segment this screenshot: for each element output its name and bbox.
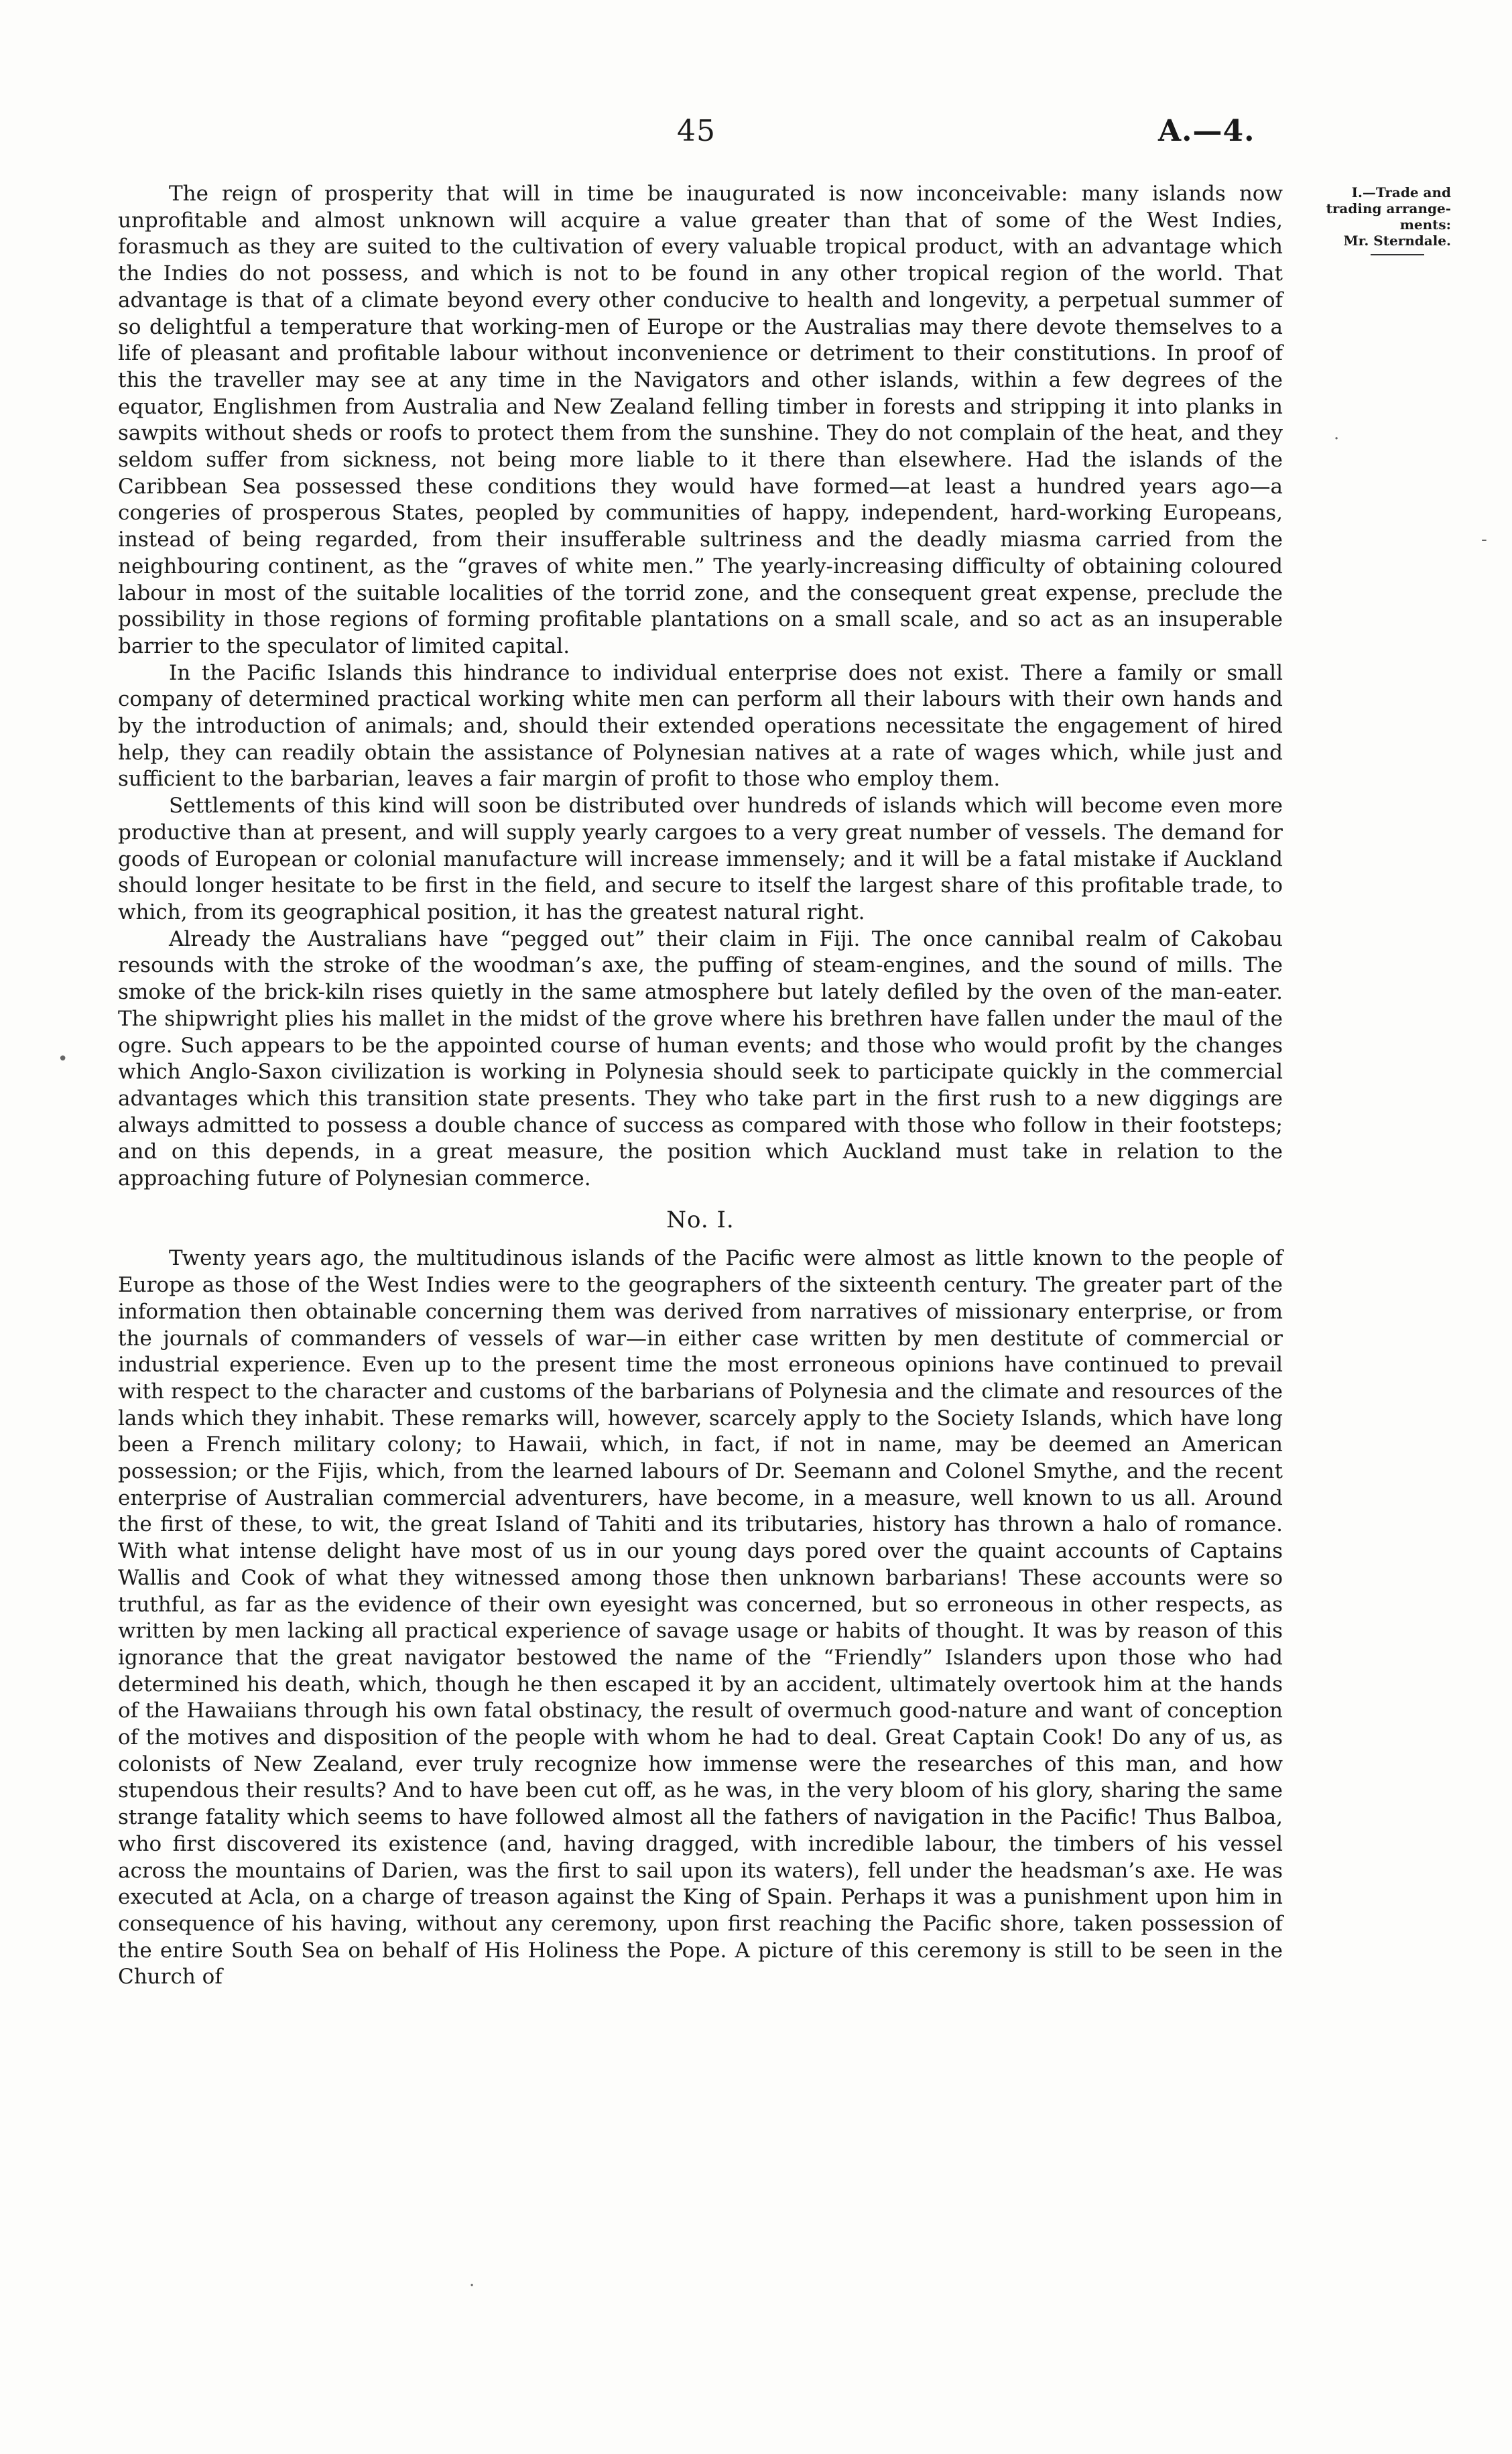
stray-mark: · <box>469 2276 475 2296</box>
margin-note-line: Mr. Sterndale. <box>1343 233 1451 249</box>
stray-mark: - <box>1481 530 1487 550</box>
paragraph: Settlements of this kind will soon be distributed over hundreds of islands which will become even more productive than at present, and will supply yearly cargoes to a very great number of vessels. The demand for goods of European or colonial manufacture will increase immensely; and it will be a fatal mistake if Auckland should longer hesitate to be first in the field, and secure to itself the largest share of this profitable trade, to which, from its geographical position, it has the greatest natural right. <box>118 794 1283 924</box>
margin-note-rule <box>1371 254 1424 255</box>
section-heading: No. I. <box>666 1206 735 1233</box>
stray-mark: • <box>58 1049 68 1069</box>
paragraph: The reign of prosperity that will in time be inaugurated is now inconceivable: many islands now unprofitable and almost unknown will acquire a value greater than that of some of the West Indies, forasmuch as they are suited to the cultivation of every valuable tropical product, with an advantage which the Indies do not possess, and which is not to be found in any other tropical region of the world. That advantage is that of a climate beyond every other conducive to health and longevity, a perpetual summer of so delightful a temperature that working-men of Europe or the Australias may there devote themselves to a life of pleasant and profitable labour without inconvenience or detriment to their constitutions. In proof of this the traveller may see at any time in the Navigators and other islands, within a few degrees of the equator, Englishmen from Australia and New Zealand felling timber in forests and stripping it into planks in sawpits without sheds or roofs to protect them from the sunshine. They do not complain of the heat, and they seldom suffer from sickness, not being more liable to it there than elsewhere. Had the islands of the Caribbean Sea possessed these conditions they would have formed—at least a hundred years ago—a congeries of prosperous States, peopled by communities of happy, independent, hard-working Europeans, instead of being regarded, from their insufferable sultriness and the deadly miasma carried from the neighbouring continent, as the “graves of white men.” The yearly-increasing difficulty of obtaining coloured labour in most of the suitable localities of the torrid zone, and the consequent great expense, preclude the possibility in those regions of forming profitable plantations on a small scale, and so act as an insuperable barrier to the speculator of limited capital. <box>118 182 1283 658</box>
paragraph: Already the Australians have “pegged out” their claim in Fiji. The once cannibal realm of Cakobau resounds with the stroke of the woodman’s axe, the puffing of steam-engines, and the sound of mills. The smoke of the brick-kiln rises quietly in the same atmosphere but lately defiled by the oven of the man-eater. The shipwright plies his mallet in the midst of the grove where his brethren have fallen under the maul of the ogre. Such appears to be the appointed course of human events; and those who would profit by the changes which Anglo-Saxon civilization is working in Polynesia should seek to participate quickly in the commercial advantages which this transition state presents. They who take part in the first rush to a new diggings are always admitted to possess a double chance of success as compared with those who follow in their footsteps; and on this depends, in a great measure, the position which Auckland must take in relation to the approaching future of Polynesian commerce. <box>118 926 1283 1191</box>
margin-note <box>1297 184 1451 255</box>
stray-mark: · <box>1334 429 1340 449</box>
page-number: 45 <box>677 114 716 148</box>
document-reference: A.—4. <box>1158 114 1255 148</box>
body-text <box>118 181 1283 1991</box>
margin-note-line: ments: <box>1399 217 1451 233</box>
margin-note-line: trading arrange- <box>1326 200 1451 217</box>
paragraph: In the Pacific Islands this hindrance to individual enterprise does not exist. There a family or small company of determined practical working white men can perform all their labours with their own hands and by the introduction of animals; and, should their extended operations necessitate the engagement of hired help, they can readily obtain the assistance of Polynesian natives at a rate of wages which, while just and sufficient to the barbarian, leaves a fair margin of profit to those who employ them. <box>118 660 1283 792</box>
page-header <box>0 114 1512 161</box>
paragraph: Twenty years ago, the multitudinous islands of the Pacific were almost as little known to the people of Europe as those of the West Indies were to the geographers of the sixteenth century. The greater part of the information then obtainable concerning them was derived from narratives of missionary enterprise, or from the journals of commanders of vessels of war—in either case written by men destitute of commercial or industrial experience. Even up to the present time the most erroneous opinions have continued to prevail with respect to the character and customs of the barbarians of Polynesia and the climate and resources of the lands which they inhabit. These remarks will, however, scarcely apply to the Society Islands, which have long been a French military colony; to Hawaii, which, in fact, if not in name, may be deemed an American possession; or the Fijis, which, from the learned labours of Dr. Seemann and Colonel Smythe, and the recent enterprise of Australian commercial adventurers, have become, in a measure, well known to us all. Around the first of these, to wit, the great Island of Tahiti and its tributaries, history has thrown a halo of romance. With what intense delight have most of us in our young days pored over the quaint accounts of Captains Wallis and Cook of what they witnessed among those then unknown barbarians! These accounts were so truthful, as far as the evidence of their own eyesight was concerned, but so erroneous in other respects, as written by men lacking all practical experience of savage usage or habits of thought. It was by reason of this ignorance that the great navigator bestowed the name of the “Friendly” Islanders upon those who had determined his death, which, though he then escaped it by an accident, ultimately overtook him at the hands of the Hawaiians through his own fatal obstinacy, the result of overmuch good-nature and want of conception of the motives and disposition of the people with whom he had to deal. Great Captain Cook! Do any of us, as colonists of New Zealand, ever truly recognize how immense were the researches of this man, and how stupendous their results? And to have been cut off, as he was, in the very bloom of his glory, sharing the same strange fatality which seems to have followed almost all the fathers of navigation in the Pacific! Thus Balboa, who first discovered its existence (and, having dragged, with incredible labour, the timbers of his vessel across the mountains of Darien, was the first to sail upon its waters), fell under the headsman’s axe. He was executed at Acla, on a charge of treason against the King of Spain. Perhaps it was a punishment upon him in consequence of his having, without any ceremony, upon first reaching the Pacific shore, taken possession of the entire South Sea on behalf of His Holiness the Pope. A picture of this ceremony is still to be seen in the Church of <box>118 1246 1283 1989</box>
margin-note-line: I.—Trade and <box>1351 184 1451 200</box>
